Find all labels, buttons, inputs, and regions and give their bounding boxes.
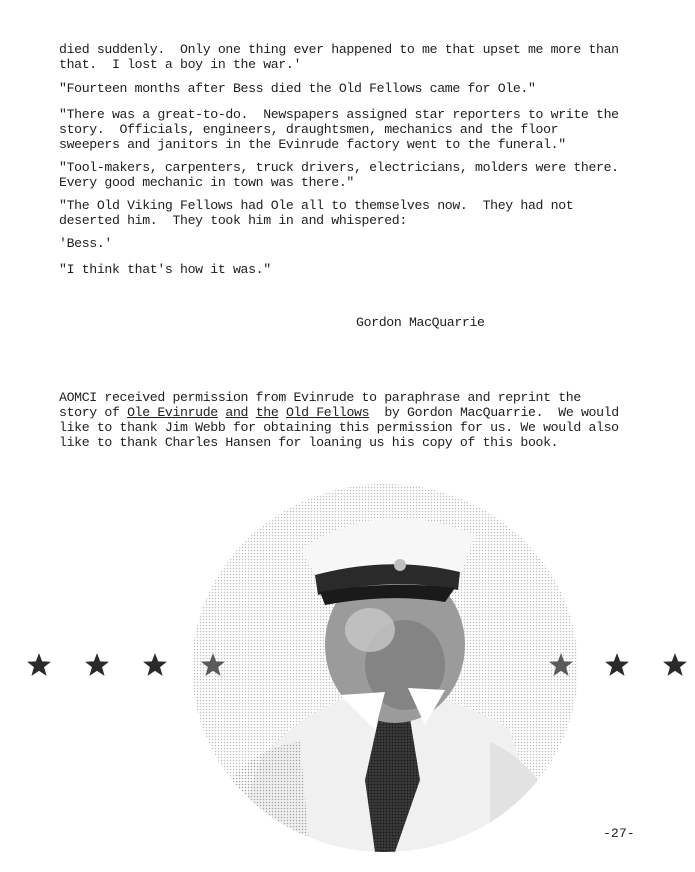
star-icon [142,652,168,678]
book-title-and: and [225,405,249,420]
star-icon [662,652,688,678]
credits-paragraph [59,390,627,450]
paragraph-5: "The Old Viking Fellows had Ole all to themselves now. They had not deserted him. They took him in and whispered: [59,198,581,228]
title-gap [278,405,286,420]
author-signature: Gordon MacQuarrie [356,315,485,330]
paragraph-3: "There was a great-to-do. Newspapers assigned star reporters to write the story. Officials, engineers, draughtsmen, mechanics and the floor sweepers and janitors in the Evinrude factory went to the funeral." [59,107,627,152]
paragraph-1: died suddenly. Only one thing ever happened to me that upset me more than that. I lost a boy in the war.' [59,42,627,72]
cap-badge [394,559,406,571]
paragraph-2: "Fourteen months after Bess died the Old Fellows came for Ole." [59,81,536,96]
book-title-ole-evinrude: Ole Evinrude [127,405,218,420]
paragraph-6: 'Bess.' [59,236,112,251]
face-highlight [345,608,395,652]
credits-text-2: by Gordon MacQuarrie. We would like to thank Jim Webb for obtaining this permission for us. We would also like to thank Charles Hansen for loaning us his copy of this book. [59,405,627,450]
book-title-old-fellows: Old Fellows [285,405,370,420]
star-icon [548,652,574,678]
star-icon [84,652,110,678]
credits-text-1: AOMCI received permission from Evinrude to paraphrase and reprint the story of [59,390,589,420]
star-icon [26,652,52,678]
paragraph-4: "Tool-makers, carpenters, truck drivers, electricians, molders were there. Every good mechanic in town was there." [59,160,634,190]
book-title-the: the [255,405,279,420]
star-icon [200,652,226,678]
portrait-photo [190,480,580,852]
paragraph-7: "I think that's how it was." [59,262,271,277]
title-gap [248,405,256,420]
page-number: -27- [603,826,635,841]
star-icon [604,652,630,678]
